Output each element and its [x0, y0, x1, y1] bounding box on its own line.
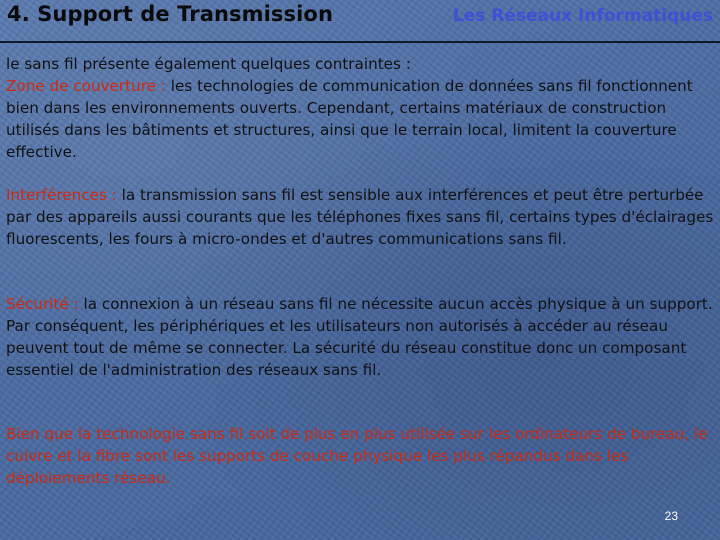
- slide-title: 4. Support de Transmission: [7, 2, 334, 26]
- interference-paragraph: [6, 184, 716, 250]
- interference-label: Interférences :: [6, 186, 117, 204]
- conclusion-paragraph: Bien que la technologie sans fil soit de plus en plus utilisée sur les ordinateurs de bureau, le cuivre et la fibre sont les supports de couche physique les plus répandus dans les déploiements réseau.: [6, 425, 708, 487]
- security-label: Sécurité :: [6, 295, 79, 313]
- coverage-label: Zone de couverture :: [6, 77, 166, 95]
- title-divider: [0, 41, 720, 43]
- slide-subtitle: Les Réseaux Informatiques: [452, 6, 713, 26]
- coverage-text: les technologies de communication de données sans fil fonctionnent bien dans les environnements ouverts. Cependant, certains matériaux de construction utilisés dans les bâtiments et structures, ainsi que le terrain local, limitent la couverture effective.: [6, 77, 693, 161]
- page-number: 23: [664, 509, 678, 523]
- security-text: la connexion à un réseau sans fil ne nécessite aucun accès physique à un support. Par conséquent, les périphériques et les utilisateurs non autorisés à accéder au réseau peuvent tout de même se connecter. La sécurité du réseau constitue donc un composant essentiel de l'administration des réseaux sans fil.: [6, 295, 713, 379]
- intro-text: le sans fil présente également quelques contraintes :: [6, 55, 411, 73]
- coverage-paragraph: [6, 53, 716, 163]
- security-paragraph: [6, 293, 716, 381]
- interference-text: la transmission sans fil est sensible aux interférences et peut être perturbée par des appareils aussi courants que les téléphones fixes sans fil, certains types d'éclairages fluorescents, les fours à micro-ondes et d'autres communications sans fil.: [6, 186, 714, 248]
